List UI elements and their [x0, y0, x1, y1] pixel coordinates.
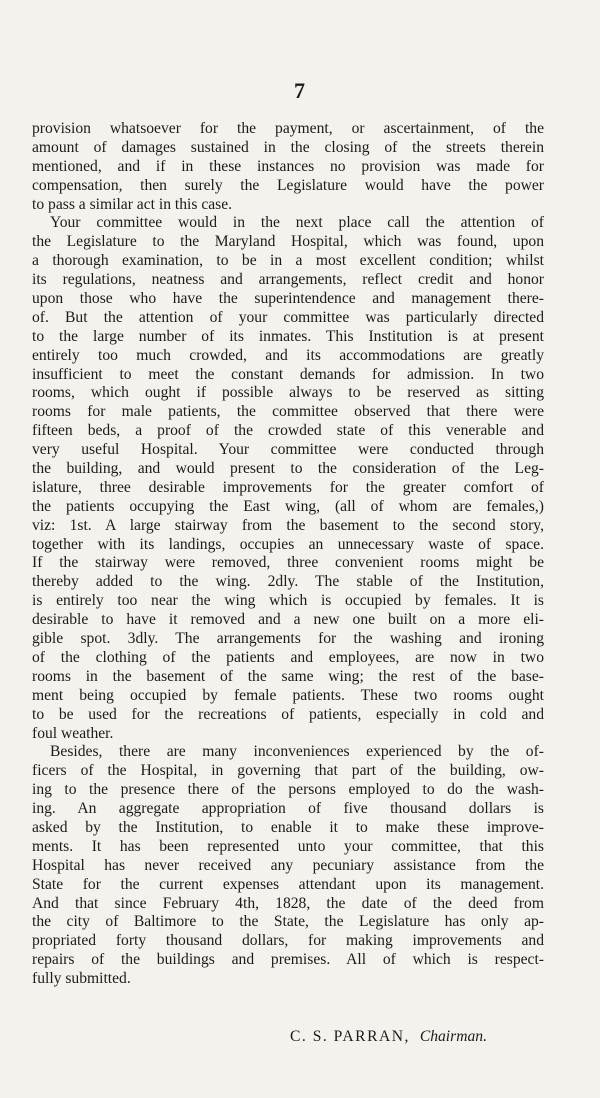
signature: [290, 1028, 530, 1047]
text-line: mentioned, and if in these instances no provision was made for: [32, 157, 544, 175]
text-line: viz: 1st. A large stairway from the basement to the second story,: [32, 516, 544, 534]
text-line: to the large number of its inmates. This Institution is at present: [32, 327, 544, 345]
paragraph-continuation: [32, 120, 544, 214]
text-line: And that since February 4th, 1828, the date of the deed from: [32, 894, 544, 912]
text-line: ing. An aggregate appropriation of five thousand dollars is: [32, 800, 544, 818]
text-line: foul weather.: [32, 724, 114, 742]
text-line: fully submitted.: [32, 970, 131, 988]
text-line: repairs of the buildings and premises. All of which is respect-: [32, 951, 544, 969]
paragraph-maryland-hospital: [32, 214, 544, 743]
text-line: Besides, there are many inconveniences experienced by the of-: [50, 743, 544, 761]
text-line: amount of damages sustained in the closing of the streets therein: [32, 138, 544, 156]
text-line: rooms in the basement of the same wing; the rest of the base-: [32, 667, 544, 685]
text-line: islature, three desirable improvements for the greater comfort of: [32, 478, 544, 496]
text-line: upon those who have the superintendence and management there-: [32, 290, 544, 308]
text-line: to pass a similar act in this case.: [32, 195, 233, 213]
page-number: 7: [294, 78, 306, 103]
text-line: very useful Hospital. Your committee were conducted through: [32, 441, 544, 459]
text-line: desirable to have it removed and a new one built on a more eli-: [32, 611, 544, 629]
text-line: If the stairway were removed, three convenient rooms might be: [32, 554, 544, 572]
text-line: ing to the presence there of the persons employed to do the wash-: [32, 781, 544, 799]
text-line: the city of Baltimore to the State, the Legislature has only ap-: [32, 913, 544, 931]
text-line: the building, and would present to the consideration of the Leg-: [32, 460, 544, 478]
paragraph-inconveniences: [32, 743, 544, 989]
text-line: thereby added to the wing. 2dly. The stable of the Institution,: [32, 573, 544, 591]
text-line: ments. It has been represented unto your committee, that this: [32, 837, 544, 855]
signature-name: C. S. PARRAN,: [290, 1028, 410, 1045]
text-line: Your committee would in the next place call the attention of: [50, 214, 544, 232]
text-line: of. But the attention of your committee was particularly directed: [32, 308, 544, 326]
signature-title: Chairman.: [419, 1028, 487, 1045]
text-line: a thorough examination, to be in a most excellent condition; whilst: [32, 252, 544, 270]
text-line: provision whatsoever for the payment, or ascertainment, of the: [32, 120, 544, 137]
text-line: the patients occupying the East wing, (all of whom are females,): [32, 497, 544, 515]
text-line: together with its landings, occupies an unnecessary waste of space.: [32, 535, 544, 553]
text-line: its regulations, neatness and arrangements, reflect credit and honor: [32, 271, 544, 289]
text-line: ment being occupied by female patients. These two rooms ought: [32, 686, 544, 704]
text-line: to be used for the recreations of patients, especially in cold and: [32, 705, 544, 723]
text-line: Hospital has never received any pecuniary assistance from the: [32, 856, 544, 874]
text-line: insufficient to meet the constant demands for admission. In two: [32, 365, 544, 383]
text-line: of the clothing of the patients and employees, are now in two: [32, 648, 544, 666]
text-line: rooms, which ought if possible always to be reserved as sitting: [32, 384, 544, 402]
text-line: rooms for male patients, the committee observed that there were: [32, 403, 544, 421]
text-line: fifteen beds, a proof of the crowded state of this venerable and: [32, 422, 544, 440]
text-line: the Legislature to the Maryland Hospital, which was found, upon: [32, 233, 544, 251]
text-line: State for the current expenses attendant upon its management.: [32, 875, 544, 893]
text-line: ficers of the Hospital, in governing that part of the building, ow-: [32, 762, 544, 780]
text-line: asked by the Institution, to enable it to make these improve-: [32, 818, 544, 836]
text-line: entirely too much crowded, and its accommodations are greatly: [32, 346, 544, 364]
text-line: propriated forty thousand dollars, for making improvements and: [32, 932, 544, 950]
body-text: [32, 120, 544, 989]
text-line: is entirely too near the wing which is occupied by females. It is: [32, 592, 544, 610]
text-line: gible spot. 3dly. The arrangements for the washing and ironing: [32, 630, 544, 648]
text-line: compensation, then surely the Legislature would have the power: [32, 176, 544, 194]
